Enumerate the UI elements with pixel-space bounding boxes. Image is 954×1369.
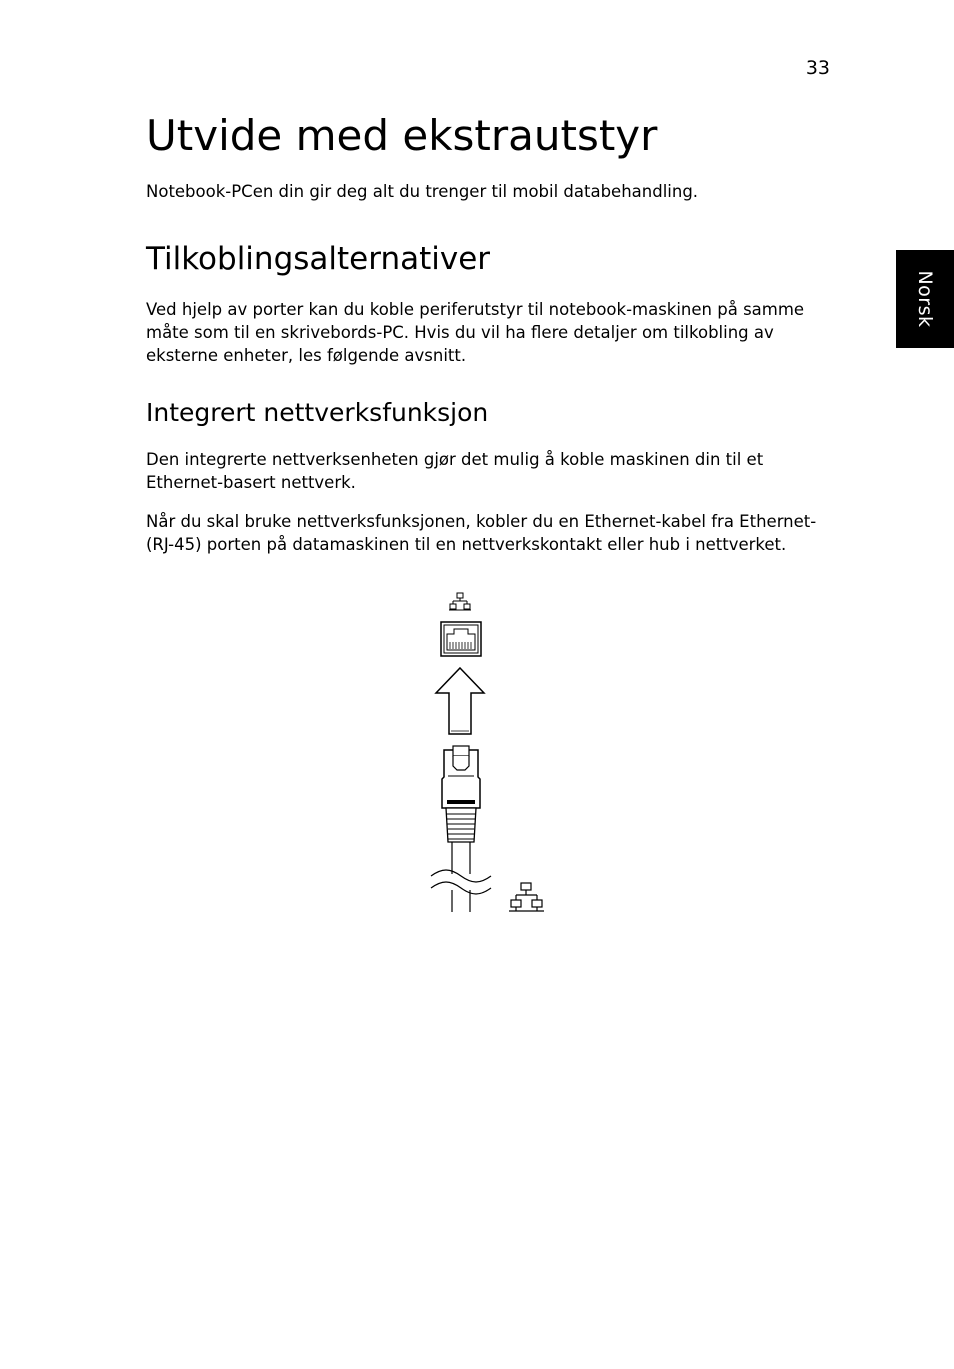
subsection-paragraph-2: Når du skal bruke nettverksfunksjonen, kobler du en Ethernet-kabel fra Ethernet- (RJ-45) porten på datamaskinen til en nettverkskontakt eller hub i nettverket.	[146, 512, 817, 554]
language-tab-label: Norsk	[914, 270, 936, 328]
section-title: Tilkoblingsalternativer	[146, 241, 491, 277]
network-icon	[449, 593, 471, 610]
intro-paragraph: Notebook-PCen din gir deg alt du trenger til mobil databehandling.	[146, 182, 699, 201]
rj45-plug-icon	[442, 746, 480, 842]
page-number: 33	[805, 57, 830, 79]
section-paragraph: Ved hjelp av porter kan du koble periferutstyr til notebook-maskinen på samme måte som til en skrivebords-PC. Hvis du vil ha flere detaljer om tilkobling av eksterne enheter, les følgende avsnitt.	[146, 300, 805, 365]
subsection-paragraph-1: Den integrerte nettverksenheten gjør det mulig å koble maskinen din til et Ethernet-basert nettverk.	[146, 450, 764, 492]
rj45-port-icon	[441, 622, 481, 656]
language-tab	[896, 250, 954, 348]
subsection-title: Integrert nettverksfunksjon	[146, 398, 489, 427]
cable-break-icon	[431, 842, 491, 912]
arrow-up-icon	[436, 668, 484, 734]
network-icon	[509, 883, 544, 911]
page-title: Utvide med ekstrautstyr	[146, 111, 658, 160]
ethernet-connection-figure	[420, 586, 560, 921]
